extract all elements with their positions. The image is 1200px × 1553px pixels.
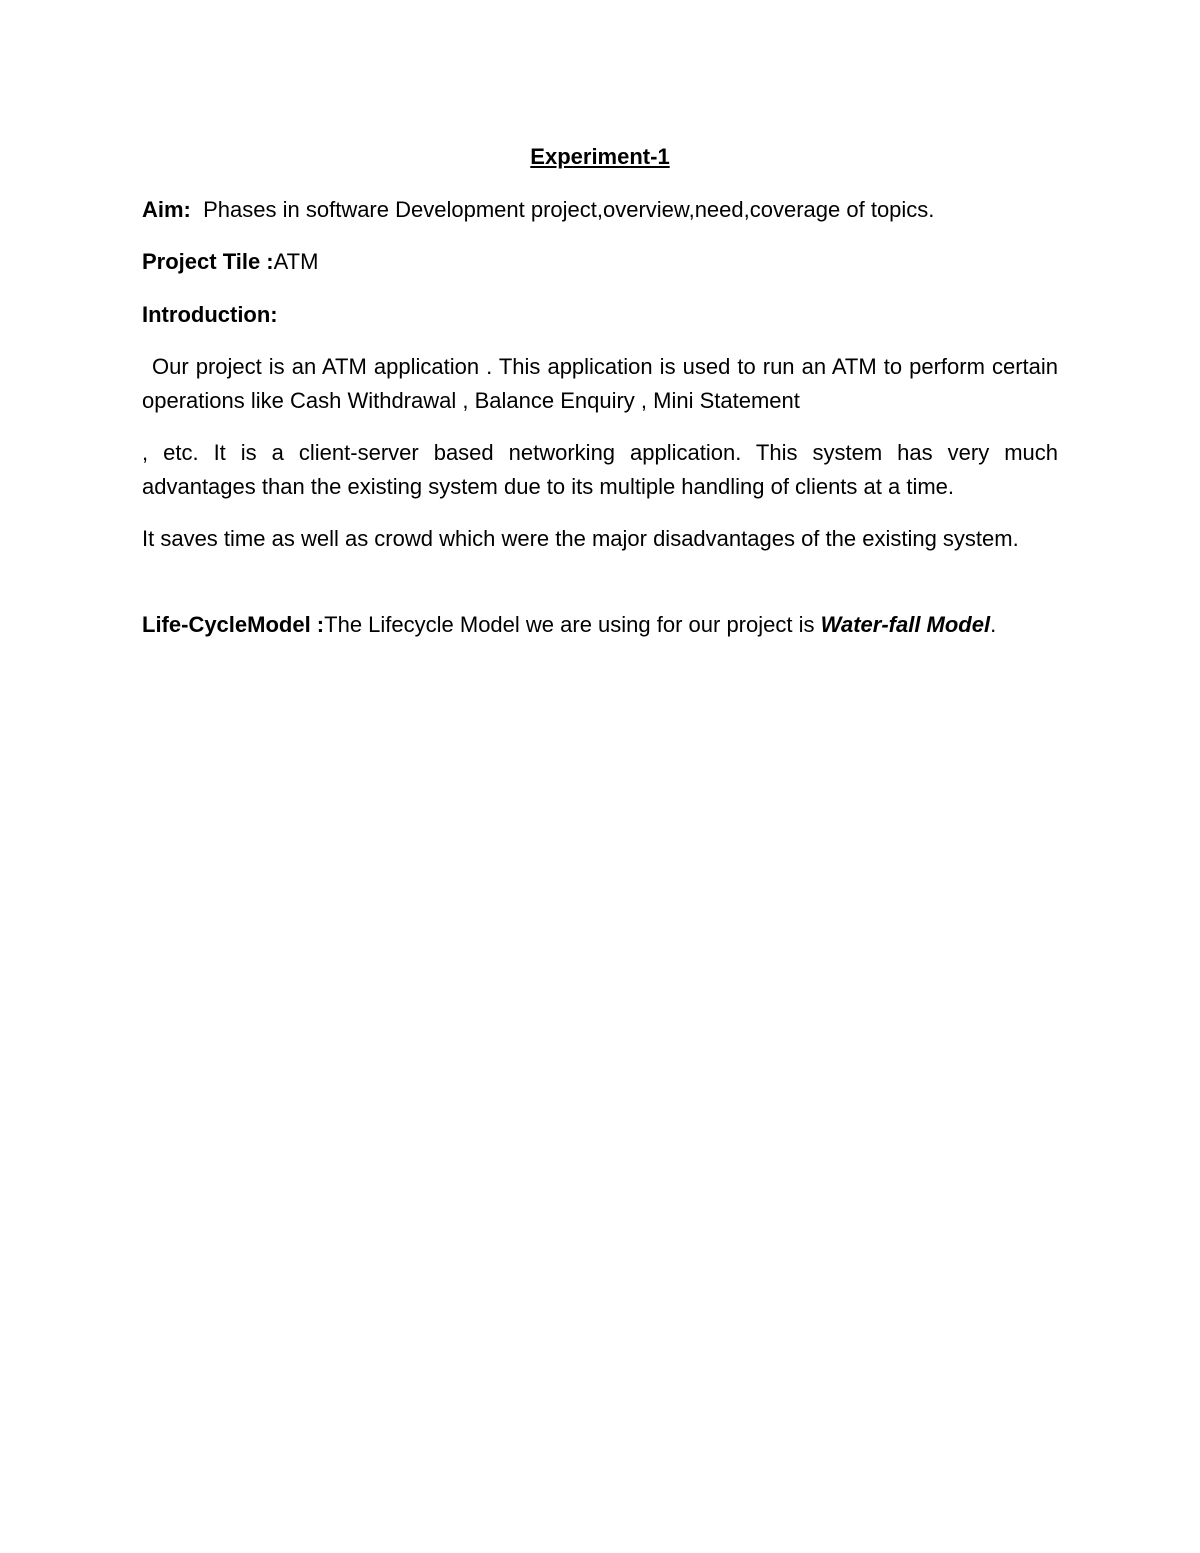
project-title-line <box>142 245 1058 279</box>
lifecycle-period: . <box>990 611 997 637</box>
lifecycle-paragraph <box>142 608 1058 642</box>
aim-text: Phases in software Development project,overview,need,coverage of topics. <box>203 196 935 222</box>
document-title: Experiment-1 <box>530 144 670 169</box>
introduction-paragraph-3: It saves time as well as crowd which were the major disadvantages of the existing system. <box>142 526 1019 551</box>
lifecycle-text: The Lifecycle Model we are using for our project is <box>324 611 821 637</box>
project-title-value: ATM <box>273 249 319 274</box>
introduction-heading: Introduction: <box>142 301 278 327</box>
aim-line <box>142 193 1058 227</box>
vertical-spacer <box>142 575 1058 608</box>
lifecycle-label: Life-CycleModel : <box>142 611 325 637</box>
lifecycle-model-name: Water-fall Model <box>820 611 991 637</box>
aim-label: Aim: <box>142 196 191 222</box>
project-title-label: Project Tile : <box>142 249 274 274</box>
introduction-paragraph-2: , etc. It is a client-server based networking application. This system has very much advantages than the existing system due to its multiple handling of clients at a time. <box>142 440 1058 499</box>
introduction-paragraph-1: Our project is an ATM application . This application is used to run an ATM to perform certain operations like Cash Withdrawal , Balance Enquiry , Mini Statement <box>142 354 1058 413</box>
document-body <box>142 140 1058 660</box>
